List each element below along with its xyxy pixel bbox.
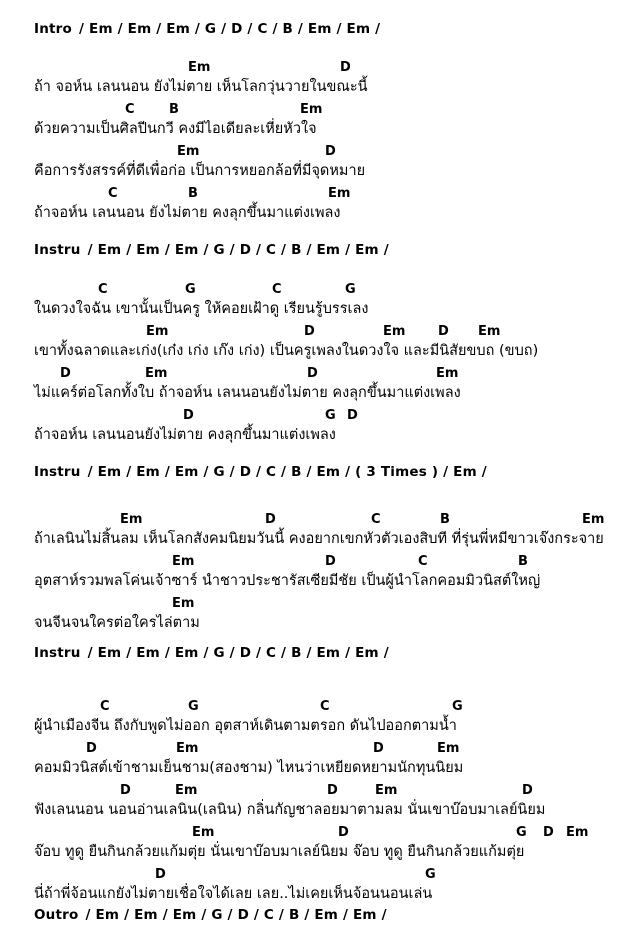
lyric-line (0, 761, 463, 776)
chord-marker: G (345, 282, 356, 297)
chord-marker: C (371, 512, 381, 527)
section-label: Instru (34, 242, 81, 258)
lyric-text: อุตสาห์รวมพลโค่นเจ้าซาร์ นำชาวประชารัสเซียมีชัย เป็นผู้นำโลกคอมมิวนิสต์ใหญ่ (34, 573, 541, 589)
lyric-text: นี่ถ้าพี่จ้อนแกยังไม่ตายเชื่อใจได้เลย เลย..ไม่เคยเห็นจ้อนนอนเล่น (34, 886, 433, 902)
chord-marker: D (522, 783, 533, 798)
chord-marker: D (307, 366, 318, 381)
chord-marker: D (438, 324, 449, 339)
lyric-text: จ๊อบ ทูดู ยืนกินกล้วยแก้มตุ่ย นั่นเขาบ๊อบมาเลย์นิยม จ๊อบ ทูดู ยืนกินกล้วยแก้มตุ่ย (34, 844, 525, 860)
lyric-line (0, 574, 540, 589)
lyric-text: จนจีนจนใครต่อใครไล่ตาม (34, 615, 200, 631)
section-instru-3 (0, 645, 389, 661)
chord-marker: Em (478, 324, 501, 339)
lyric-line (0, 428, 336, 443)
chord-marker: D (325, 144, 336, 159)
section-label: Instru (34, 464, 81, 480)
lyric-text: ถ้าจอห์น เลนนอนยังไม่ตาย คงลุกขึ้นมาแต่งเพลง (34, 427, 336, 443)
lyric-line (0, 386, 461, 401)
lyric-text: ด้วยความเป็นศิลปีนกวี คงมีไอเดียละเหี่ยหัวใจ (34, 121, 317, 137)
section-instru-2 (0, 464, 487, 480)
chord-marker: C (98, 282, 108, 297)
chord-marker: D (373, 741, 384, 756)
chord-marker: B (440, 512, 450, 527)
chord-marker: Em (176, 741, 199, 756)
chord-marker: Em (120, 512, 143, 527)
chord-marker: G (425, 867, 436, 882)
chord-marker: D (86, 741, 97, 756)
lyric-line (0, 80, 368, 95)
chord-marker: D (327, 783, 338, 798)
lyric-line (0, 887, 432, 902)
chord-marker: Em (300, 102, 323, 117)
chord-marker: C (320, 699, 330, 714)
lyric-text: ในดวงใจฉัน เขานั้นเป็นครู ให้คอยเฝ้าดู เรียนรู้บรรเลง (34, 301, 369, 317)
section-label: Instru (34, 645, 81, 661)
chord-marker: Em (146, 324, 169, 339)
chord-marker: G (188, 699, 199, 714)
section-progression: / Em / Em / Em / G / D / C / B / Em / Em / (79, 21, 381, 37)
section-progression: / Em / Em / Em / G / D / C / B / Em / Em / (87, 645, 389, 661)
lyric-text: คอมมิวนิสต์เข้าชามเย็นชาม(สองชาม) ไหนว่าเหยียดหยามนักทุนนิยม (34, 760, 464, 776)
chord-marker: Em (172, 596, 195, 611)
chord-marker: G (452, 699, 463, 714)
chord-marker: G (516, 825, 527, 840)
lyric-line (0, 302, 368, 317)
section-label: Intro (34, 21, 73, 37)
section-progression: / Em / Em / Em / G / D / C / B / Em / Em / (85, 907, 387, 923)
chord-marker: D (338, 825, 349, 840)
chord-marker: C (108, 186, 118, 201)
chord-marker: B (169, 102, 179, 117)
lyric-text: ถ้าจอห์น เลนนอน ยังไม่ตาย คงลุกขึ้นมาแต่งเพลง (34, 205, 341, 221)
lyric-line (0, 206, 340, 221)
lyric-line (0, 803, 545, 818)
lyric-line (0, 122, 317, 137)
lyric-line (0, 344, 538, 359)
chord-marker: Em (328, 186, 351, 201)
chord-marker: D (183, 408, 194, 423)
chord-marker: C (100, 699, 110, 714)
lyric-text: ฟังเลนนอน นอนอ่านเลนิน(เลนิน) กลิ่นกัญชาลอยมาตามลม นั่นเขาบ๊อบมาเลย์นิยม (34, 802, 546, 818)
section-intro (0, 21, 380, 37)
lyric-text: เขาทั้งฉลาดและเก่ง(เก๋ง เก่ง เก๊ง เก่ง) เป็นครูเพลงในดวงใจ และมีนิสัยขบถ (ขบถ) (34, 343, 539, 359)
lyric-line (0, 616, 200, 631)
section-progression: / Em / Em / Em / G / D / C / B / Em / Em / (87, 242, 389, 258)
section-label: Outro (34, 907, 79, 923)
lyric-text: ถ้าเลนินไม่สิ้นลม เห็นโลกสังคมนิยมวันนี้ คงอยากเขกหัวตัวเองสิบที ที่รุ่นพี่หมีขาวเจ๊งกระจาย (34, 531, 604, 547)
lyric-line (0, 164, 365, 179)
chord-marker: Em (437, 741, 460, 756)
chord-marker: Em (383, 324, 406, 339)
chord-marker: D (543, 825, 554, 840)
chord-marker: Em (177, 144, 200, 159)
chord-marker: Em (436, 366, 459, 381)
section-progression: / Em / Em / Em / G / D / C / B / Em / ( 3 Times ) / Em / (87, 464, 487, 480)
chord-marker: C (272, 282, 282, 297)
section-instru-1 (0, 242, 389, 258)
lyric-line (0, 719, 457, 734)
chord-marker: D (340, 60, 351, 75)
chord-marker: Em (175, 783, 198, 798)
chord-marker: D (60, 366, 71, 381)
chord-marker: Em (145, 366, 168, 381)
chord-marker: C (418, 554, 428, 569)
chord-marker: G (185, 282, 196, 297)
chord-marker: D (304, 324, 315, 339)
chord-marker: Em (172, 554, 195, 569)
chord-marker: D (325, 554, 336, 569)
lyric-line (0, 532, 604, 547)
lyric-text: ไม่แคร์ต่อโลกทั้งใบ ถ้าจอห์น เลนนอนยังไม่ตาย คงลุกขึ้นมาแต่งเพลง (34, 385, 461, 401)
chord-marker: G (325, 408, 336, 423)
chord-marker: C (125, 102, 135, 117)
lyric-text: ถ้า จอห์น เลนนอน ยังไม่ตาย เห็นโลกวุ่นวายในขณะนี้ (34, 79, 368, 95)
chord-marker: B (518, 554, 528, 569)
chord-marker: Em (566, 825, 589, 840)
lyric-line (0, 845, 524, 860)
chord-marker: Em (192, 825, 215, 840)
chord-marker: D (347, 408, 358, 423)
lyric-text: ผู้นำเมืองจีน ถึงกับพูดไม่ออก อุตสาห์เดินตามตรอก ดันไปออกตามน้ำ (34, 718, 457, 734)
chord-marker: D (265, 512, 276, 527)
chord-marker: D (120, 783, 131, 798)
chord-marker: Em (375, 783, 398, 798)
section-outro (0, 907, 387, 923)
lyric-text: คือการรังสรรค์ที่ดีเพื่อก่อ เป็นการหยอกล้อที่มีจุดหมาย (34, 163, 366, 179)
chord-marker: Em (582, 512, 605, 527)
chord-marker: Em (188, 60, 211, 75)
chord-marker: D (155, 867, 166, 882)
chord-marker: B (188, 186, 198, 201)
